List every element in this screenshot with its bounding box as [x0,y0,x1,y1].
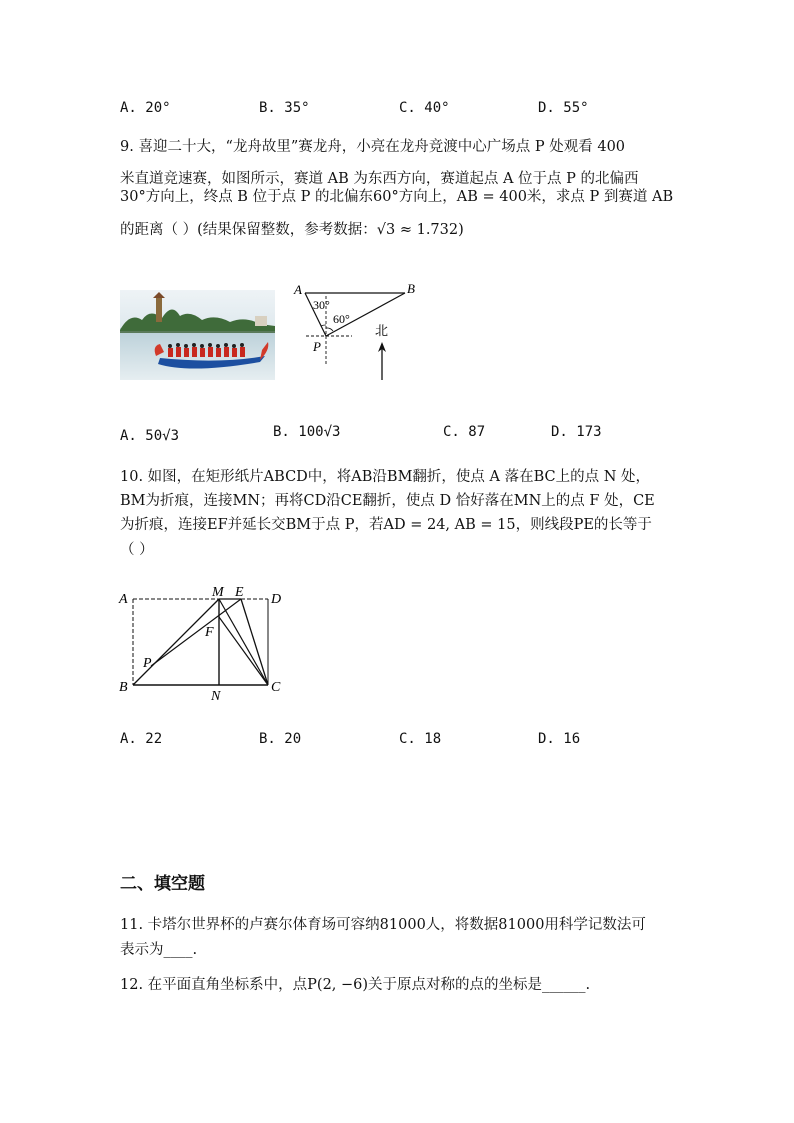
q10-label-p: P [143,656,152,671]
q9-angle-60: 60° [333,312,350,326]
q10-label-d: D [271,592,282,607]
q9-option-d: D. 173 [551,424,602,440]
section-title-fill-in: 二、填空题 [120,874,205,894]
q9-line-4: 的距离（ ）(结果保留整数，参考数据：√3 ≈ 1.732) [120,222,464,238]
q9-option-a: A. 50√3 [120,428,180,444]
q10-label-c: C [271,680,281,695]
q8-option-a: A. 20° [120,100,171,116]
q10-option-a: A. 22 [120,731,163,747]
q10-label-f: F [205,625,214,640]
dragon-boat-photo [120,290,275,380]
q10-label-m: M [212,585,224,600]
q8-option-c: C. 40° [399,100,450,116]
q11-line-1: 11. 卡塔尔世界杯的卢赛尔体育场可容纳81000人，将数据81000用科学记数法可 [120,917,646,933]
q10-figure [115,582,295,704]
q10-line-3: 为折痕，连接EF并延长交BM于点 P，若AD = 24, AB = 15，则线段PE的长等于 [120,517,652,533]
q10-label-e: E [235,585,244,600]
q10-line-2: BM为折痕，连接MN；再将CD沿CE翻折，使点 D 恰好落在MN上的点 F 处，CE [120,493,655,509]
q9-line-3: 30°方向上，终点 B 位于点 P 的北偏东60°方向上，AB = 400米，求点 P 到赛道 AB [120,189,674,205]
q10-label-b: B [119,680,128,695]
q9-line-2: 米直道竞速赛，如图所示，赛道 AB 为东西方向，赛道起点 A 位于点 P 的北偏西 [120,171,639,187]
q10-label-n: N [211,689,221,704]
q10-option-d: D. 16 [538,731,581,747]
q10-option-b: B. 20 [259,731,302,747]
q10-line-1: 10. 如图，在矩形纸片ABCD中，将AB沿BM翻折，使点 A 落在BC上的点 N 处， [120,469,651,485]
q10-label-a: A [119,592,128,607]
q12-line-1: 12. 在平面直角坐标系中，点P(2, −6)关于原点对称的点的坐标是______. [120,977,591,993]
q9-option-b: B. 100√3 [273,424,341,440]
q9-label-p: P [313,339,321,354]
q9-figure [286,280,421,390]
q9-line-1: 9. 喜迎二十大，“龙舟故里”赛龙舟，小亮在龙舟竞渡中心广场点 P 处观看 400 [120,139,626,155]
q11-line-2: 表示为____. [120,942,198,958]
q9-label-a: A [294,282,302,297]
q9-angle-30: 30° [313,298,330,312]
q10-option-c: C. 18 [399,731,442,747]
q8-option-b: B. 35° [259,100,310,116]
q9-option-c: C. 87 [443,424,486,440]
q9-north-label: 北 [375,324,389,339]
q8-option-d: D. 55° [538,100,589,116]
q9-label-b: B [407,281,415,296]
q10-line-4: （ ） [120,542,154,558]
